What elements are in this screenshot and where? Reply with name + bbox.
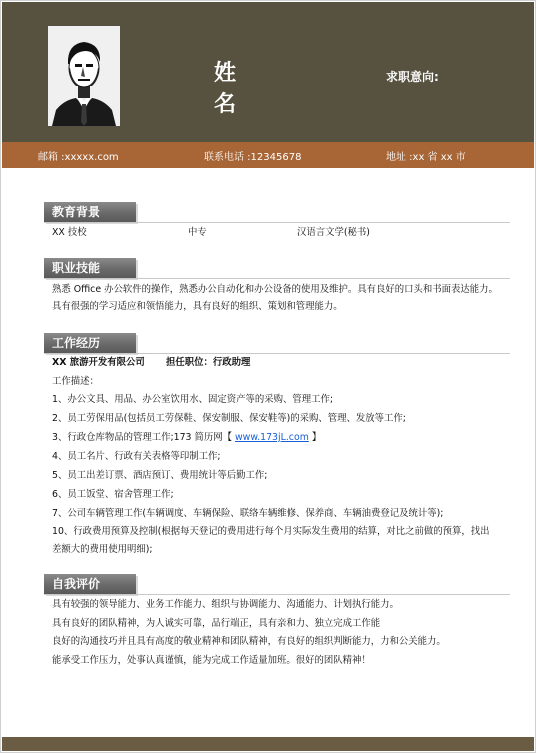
- section-title-work: 工作经历: [44, 333, 136, 353]
- self-eval-line: 能承受工作压力，处事认真谨慎，能为完成工作适量加班。很好的团队精神！: [52, 655, 371, 666]
- self-eval-line: 良好的沟通技巧并且具有高度的敬业精神和团队精神，有良好的组织判断能力，力和公关能力。: [52, 636, 446, 647]
- self-eval-line: 具有较强的领导能力、业务工作能力、组织与协调能力、沟通能力、计划执行能力。: [52, 599, 399, 610]
- education-major: 汉语言文学(秘书): [297, 227, 370, 238]
- work-item: 5、员工出差订票、酒店预订、费用统计等后勤工作;: [52, 470, 268, 481]
- contact-phone: 联系电话 :12345678: [204, 152, 302, 163]
- candidate-name: 姓 名: [214, 61, 251, 117]
- section-title-skills: 职业技能: [44, 258, 136, 278]
- work-item: 7、公司车辆管理工作(车辆调度、车辆保险、联络车辆维修、保养商、车辆油费登记及统计等);: [52, 508, 444, 519]
- section-divider: [44, 353, 510, 354]
- work-item: 1、办公文具、用品、办公室饮用水、固定资产等的采购、管理工作;: [52, 394, 334, 405]
- contact-email: 邮箱 :xxxxx.com: [38, 152, 119, 163]
- work-item-with-link: [52, 431, 321, 444]
- website-link[interactable]: www.173jL.com: [234, 432, 309, 443]
- skills-line: 具有很强的学习适应和领悟能力，具有良好的组织、策划和管理能力。: [52, 301, 343, 312]
- work-company: XX 旅游开发有限公司: [52, 357, 145, 368]
- section-divider: [44, 278, 510, 279]
- skills-line: 熟悉 Office 办公软件的操作，熟悉办公自动化和办公设备的使用及维护。具有良好的口头和书面表达能力。: [52, 284, 498, 295]
- contact-address: 地址 :xx 省 xx 市: [386, 152, 466, 163]
- job-intent-label: 求职意向:: [386, 70, 439, 84]
- work-item: 差额大的费用使用明细);: [52, 544, 153, 555]
- profile-photo: [48, 26, 120, 126]
- section-title-education: 教育背景: [44, 202, 136, 222]
- work-position: 担任职位：行政助理: [166, 357, 251, 368]
- work-item-bracket: 】: [311, 432, 322, 443]
- person-portrait-icon: [48, 26, 120, 126]
- self-eval-line: 具有良好的团队精神，为人诚实可靠，品行端正，具有亲和力、独立完成工作能: [52, 618, 381, 629]
- work-item: 6、员工饭堂、宿舍管理工作;: [52, 489, 174, 500]
- education-level: 中专: [188, 227, 207, 238]
- footer-band: [2, 737, 534, 751]
- work-item: 4、员工名片、行政有关表格等印制工作;: [52, 451, 221, 462]
- work-item: 2、员工劳保用品(包括员工劳保鞋、保安制服、保安鞋等)的采购、管理、发放等工作;: [52, 413, 406, 424]
- education-school: XX 技校: [52, 227, 87, 238]
- work-item-text: 3、行政仓库物品的管理工作;173 简历网【: [52, 432, 232, 443]
- section-title-self-eval: 自我评价: [44, 574, 136, 594]
- work-desc-label: 工作描述：: [52, 376, 99, 387]
- work-item: 10、行政费用预算及控制(根据每天登记的费用进行每个月实际发生费用的结算，对比之前做的预算，找出: [52, 526, 490, 537]
- section-divider: [44, 222, 510, 223]
- section-divider: [44, 594, 510, 595]
